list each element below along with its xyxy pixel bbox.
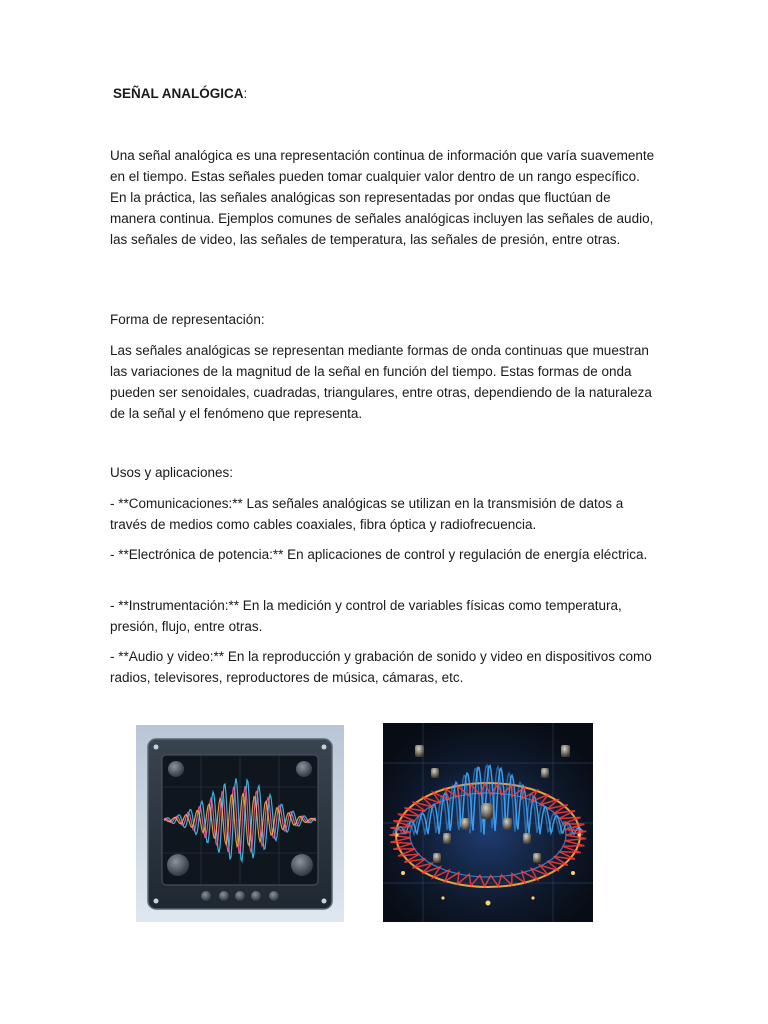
use-item-communications: - **Comunicaciones:** Las señales analógicas se utilizan en la transmisión de datos a través de medios como cables coaxiales, fibra óptica y radiofrecuencia.	[110, 496, 624, 532]
use-item-instrumentation: - **Instrumentación:** En la medición y control de variables físicas como temperatura, presión, flujo, entre otras.	[110, 598, 622, 634]
representation-heading: Forma de representación:	[110, 312, 265, 327]
circuit-illustration	[383, 723, 593, 922]
uses-heading: Usos y aplicaciones:	[110, 465, 234, 480]
title-text: SEÑAL ANALÓGICA	[113, 86, 244, 101]
oscilloscope-waveform-image	[136, 725, 344, 922]
document-title	[113, 85, 247, 103]
intro-paragraph: Una señal analógica es una representación continua de información que varía suavemente en el tiempo. Estas señales pueden tomar cualquier valor dentro de un rango específico. En la práctica, las señales analógicas son representadas por ondas que fluctúan de manera continua. Ejemplos comunes de señales analógicas incluyen las señales de audio, las señales de video, las señales de temperatura, las señales de presión, entre otras.	[110, 148, 655, 247]
representation-paragraph: Las señales analógicas se representan mediante formas de onda continuas que muestran las variaciones de la magnitud de la señal en función del tiempo. Estas formas de onda pueden ser senoidales, cuadradas, triangulares, entre otras, dependiendo de la naturaleza de la señal y el fenómeno que representa.	[110, 343, 652, 421]
oscilloscope-illustration	[136, 725, 344, 922]
use-item-audio-video: - **Audio y video:** En la reproducción y grabación de sonido y video en dispositivos como radios, televisores, reproductores de música, cámaras, etc.	[110, 649, 652, 685]
circular-waveform-circuit-image	[383, 723, 593, 922]
use-item-power-electronics: - **Electrónica de potencia:** En aplicaciones de control y regulación de energía eléctrica.	[110, 547, 648, 562]
title-colon: :	[243, 86, 248, 101]
